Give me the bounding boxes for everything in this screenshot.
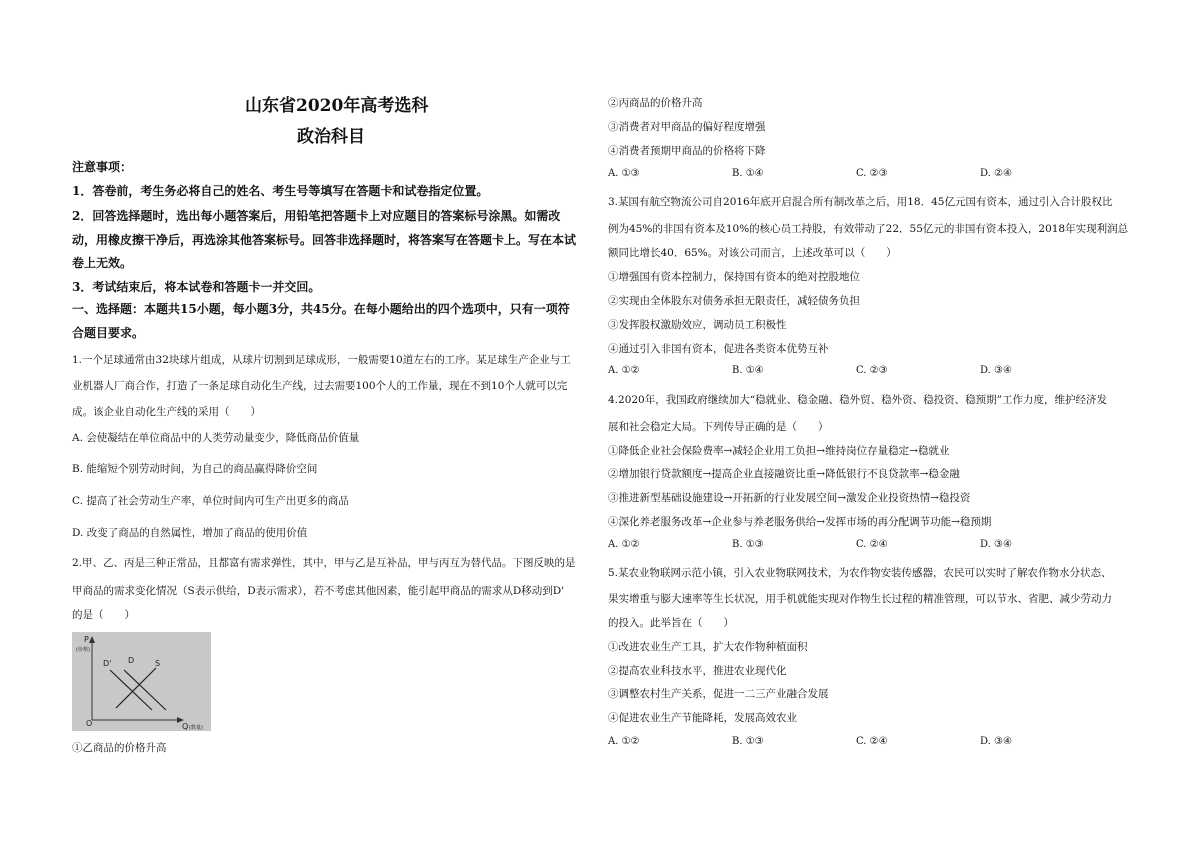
- q3-choice-d: D. ③④: [980, 365, 1012, 376]
- q2-option-4: ④消费者预期甲商品的价格将下降: [608, 145, 766, 157]
- supply-demand-figure: [72, 632, 211, 731]
- fig-d-label: D: [128, 656, 135, 665]
- q4-option-4: ④深化养老服务改革→企业参与养老服务供给→发挥市场的再分配调节功能→稳预期: [608, 516, 992, 528]
- q5-stem-line2: 果实增重与膨大速率等生长状况，用手机就能实现对作物生长过程的精准管理，可以节水、省肥、减少劳动力: [608, 593, 1112, 605]
- q3-choice-c: C. ②③: [856, 365, 888, 376]
- page-subtitle: 政治科目: [297, 127, 365, 147]
- q2-choice-d: D. ②④: [980, 168, 1012, 179]
- q4-choice-d: D. ③④: [980, 539, 1012, 550]
- q1-option-b: B. 能缩短个别劳动时间，为自己的商品赢得降价空间: [72, 463, 318, 475]
- q3-option-1: ①增强国有资本控制力，保持国有资本的绝对控股地位: [608, 271, 860, 283]
- fig-s-label: S: [155, 659, 161, 668]
- q1-option-a: A. 会使凝结在单位商品中的人类劳动量变少，降低商品价值量: [72, 432, 360, 444]
- fig-q-label: Q: [182, 722, 189, 731]
- q3-stem-line2: 例为45%的非国有资本及10%的核心员工持股，有效带动了22．55亿元的非国有资本投入，2018年实现利润总: [608, 223, 1129, 235]
- q3-option-4: ④通过引入非国有资本，促进各类资本优势互补: [608, 343, 829, 355]
- q5-stem-line3: 的投入。此举旨在（ ）: [608, 617, 734, 629]
- q4-choice-b: B. ①③: [732, 539, 764, 550]
- q2-stem-line1: 2.甲、乙、丙是三种正常品，且都富有需求弹性，其中，甲与乙是互补品，甲与丙互为替代品。下图反映的是: [72, 557, 576, 569]
- section-heading-line1: 一、选择题：本题共15小题，每小题3分，共45分。在每小题给出的四个选项中，只有一项符: [72, 302, 570, 316]
- q1-stem-line1: 1.一个足球通常由32块球片组成，从球片切割到足球成形，一般需要10道左右的工序。某足球生产企业与工: [72, 354, 571, 366]
- notice-item-2-line2: 动，用橡皮擦干净后，再选涂其他答案标号。回答非选择题时，将答案写在答题卡上。写在本试: [72, 233, 577, 247]
- q5-choice-b: B. ①③: [732, 736, 764, 747]
- q4-stem-line1: 4.2020年，我国政府继续加大“稳就业、稳金融、稳外贸、稳外资、稳投资、稳预期”工作力度，维护经济发: [608, 394, 1107, 406]
- q2-stem-line3: 的是（ ）: [72, 609, 135, 621]
- q5-choice-d: D. ③④: [980, 736, 1012, 747]
- fig-p-label: P: [84, 635, 89, 644]
- q3-choice-a: A. ①②: [608, 365, 640, 376]
- q5-option-1: ①改进农业生产工具，扩大农作物种植面积: [608, 641, 808, 653]
- q1-option-d: D. 改变了商品的自然属性，增加了商品的使用价值: [72, 527, 308, 539]
- fig-p-unit: (价格): [76, 647, 90, 653]
- q2-choice-c: C. ②③: [856, 168, 888, 179]
- q3-stem-line1: 3.某国有航空物流公司自2016年底开启混合所有制改革之后，用18．45亿元国有资本，通过引入合计股权比: [608, 196, 1113, 208]
- page-title: 山东省2020年高考选科: [245, 96, 429, 116]
- q5-option-2: ②提高农业科技水平，推进农业现代化: [608, 665, 787, 677]
- q2-option-3: ③消费者对甲商品的偏好程度增强: [608, 121, 766, 133]
- q1-stem-line2: 业机器人厂商合作，打造了一条足球自动化生产线，过去需要100个人的工作量，现在不到10个人就可以完: [72, 380, 568, 392]
- q5-choice-a: A. ①②: [608, 736, 640, 747]
- q3-option-3: ③发挥股权激励效应，调动员工积极性: [608, 319, 787, 331]
- q1-option-c: C. 提高了社会劳动生产率，单位时间内可生产出更多的商品: [72, 495, 349, 507]
- q3-option-2: ②实现由全体股东对债务承担无限责任，减轻债务负担: [608, 295, 860, 307]
- q2-option-2: ②丙商品的价格升高: [608, 97, 703, 109]
- fig-d-prime-label: D': [103, 659, 112, 668]
- q5-option-4: ④促进农业生产节能降耗，发展高效农业: [608, 712, 797, 724]
- q2-option-1: ①乙商品的价格升高: [72, 742, 167, 754]
- section-heading-line2: 合题目要求。: [72, 326, 145, 340]
- q3-stem-line3: 额同比增长40．65%。对该公司而言，上述改革可以（ ）: [608, 247, 897, 259]
- q5-stem-line1: 5.某农业物联网示范小镇，引入农业物联网技术，为农作物安装传感器，农民可以实时了解农作物水分状态、: [608, 567, 1112, 579]
- q4-option-1: ①降低企业社会保险费率→减轻企业用工负担→维持岗位存量稳定→稳就业: [608, 445, 950, 457]
- q2-choice-b: B. ①④: [732, 168, 764, 179]
- notice-heading: 注意事项：: [72, 160, 133, 174]
- q3-choice-b: B. ①④: [732, 365, 764, 376]
- fig-q-unit: (数量): [189, 725, 203, 731]
- notice-item-1: 1．答卷前，考生务必将自己的姓名、考生号等填写在答题卡和试卷指定位置。: [72, 184, 489, 198]
- q4-option-2: ②增加银行贷款额度→提高企业直接融资比重→降低银行不良贷款率→稳金融: [608, 468, 960, 480]
- q5-choice-c: C. ②④: [856, 736, 888, 747]
- q2-choice-a: A. ①③: [608, 168, 640, 179]
- q4-choice-a: A. ①②: [608, 539, 640, 550]
- q1-stem-line3: 成。该企业自动化生产线的采用（ ）: [72, 406, 261, 418]
- q4-option-3: ③推进新型基础设施建设→开拓新的行业发展空间→激发企业投资热情→稳投资: [608, 492, 971, 504]
- q4-stem-line2: 展和社会稳定大局。下列传导正确的是（ ）: [608, 421, 829, 433]
- notice-item-2-line1: 2．回答选择题时，选出每小题答案后，用铅笔把答题卡上对应题目的答案标号涂黑。如需改: [72, 209, 561, 223]
- fig-origin-label: O: [86, 719, 93, 728]
- q4-choice-c: C. ②④: [856, 539, 888, 550]
- notice-item-2-line3: 卷上无效。: [72, 256, 133, 270]
- notice-item-3: 3．考试结束后，将本试卷和答题卡一并交回。: [72, 280, 321, 294]
- q5-option-3: ③调整农村生产关系，促进一二三产业融合发展: [608, 688, 829, 700]
- q2-stem-line2: 甲商品的需求变化情况（S表示供给，D表示需求），若不考虑其他因素，能引起甲商品的需求从D移动到D': [72, 585, 565, 597]
